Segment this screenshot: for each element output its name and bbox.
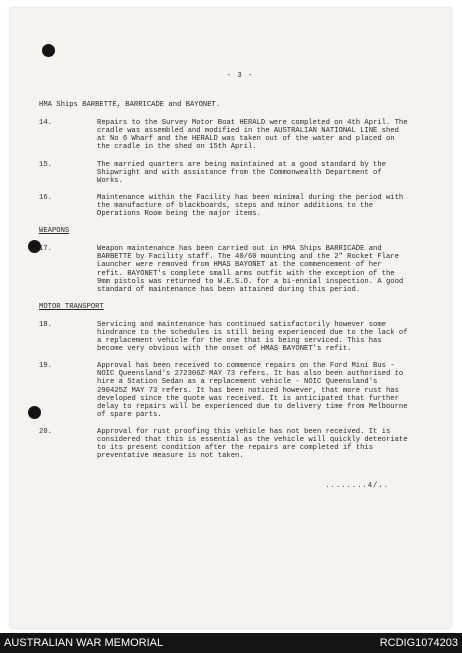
- punch-hole: [42, 44, 55, 57]
- footer-institution: AUSTRALIAN WAR MEMORIAL: [4, 637, 164, 649]
- paragraph-number: 17.: [39, 245, 52, 254]
- continuation-marker: ........4/..: [325, 482, 389, 491]
- section-heading-weapons: WEAPONS: [39, 227, 70, 236]
- paragraph-text: Weapon maintenance has been carried out in HMA Ships BARRICADE and BARBETTE by Facility staff. The 40/60 mounting and the 2" Rocket Flare Launcher were removed from HMAS BAYONET at the commencement of her refit. BAYONET's complete small arms outfit with the exception of the 9mm pistols was returned to W.E.S.O. for a bi-ennial inspection. A good standard of maintenance has been attained during this period.: [97, 245, 404, 294]
- section-heading-motor-transport: MOTOR TRANSPORT: [39, 302, 104, 311]
- paragraph-text: The married quarters are being maintained at a good standard by the Shipwright and with assistance from the Commonwealth Department of Works.: [97, 160, 386, 185]
- paragraph: [39, 321, 411, 353]
- paragraph: [39, 245, 411, 294]
- paragraph-text: Approval for rust proofing this vehicle has not been received. It is considered that this is essential as the vehicle will quickly deteoriate to its present condition after the repairs are completed if this preventative measure is not taken.: [97, 427, 408, 461]
- paragraph-text: Maintenance within the Facility has been minimal during the period with the manufacture of blackboards, steps and minor additions to the Operations Room being the major items.: [97, 193, 404, 219]
- paragraph: [39, 428, 411, 460]
- paragraph-number: 15.: [39, 160, 52, 169]
- paragraph-number: 18.: [39, 320, 52, 329]
- document-heading: HMA Ships BARBETTE, BARRICADE and BAYONET.: [39, 101, 221, 110]
- paragraph: [39, 194, 411, 218]
- archive-footer-bar: [0, 633, 462, 653]
- paragraph: [39, 119, 411, 151]
- paragraph-number: 19.: [39, 362, 52, 371]
- paragraph: [39, 362, 411, 419]
- paragraph-text: Approval has been received to commence repairs on the Ford Mini Bus - NOIC Queensland's 272306Z MAY 73 refers. It has also been authorised to hire a Station Sedan as a replacement vehicle - NOIC Queensland's 290425Z MAY 73 refers. It has been noticed however, that more rust has developed since the quote was received. It is anticipated that further delay to repairs will be experienced due to delivery time from Melbourne of spare parts.: [97, 362, 408, 419]
- paragraph-number: 20.: [39, 427, 52, 436]
- document-content: [39, 72, 411, 490]
- paragraph-number: 16.: [39, 193, 52, 202]
- footer-record-id: RCDIG1074203: [379, 637, 458, 649]
- paragraph-text: Repairs to the Survey Motor Boat HERALD were completed on 4th April. The cradle was assembled and modified in the AUSTRALIAN NATIONAL LINE shed at No 6 Wharf and the HERALD was taken out of the water and placed on the cradle in the shed on 15th April.: [97, 119, 408, 152]
- page-number: - 3 -: [226, 72, 254, 80]
- paragraph-text: Servicing and maintenance has continued satisfactorily however some hindrance to the schedules is still being experienced due to the lack of a replacement vehicle for the one that is being serviced. This has become very obvious with the onset of HMAS BAYONET's refit.: [97, 320, 408, 354]
- paragraph: [39, 161, 411, 185]
- paragraph-number: 14.: [39, 119, 52, 128]
